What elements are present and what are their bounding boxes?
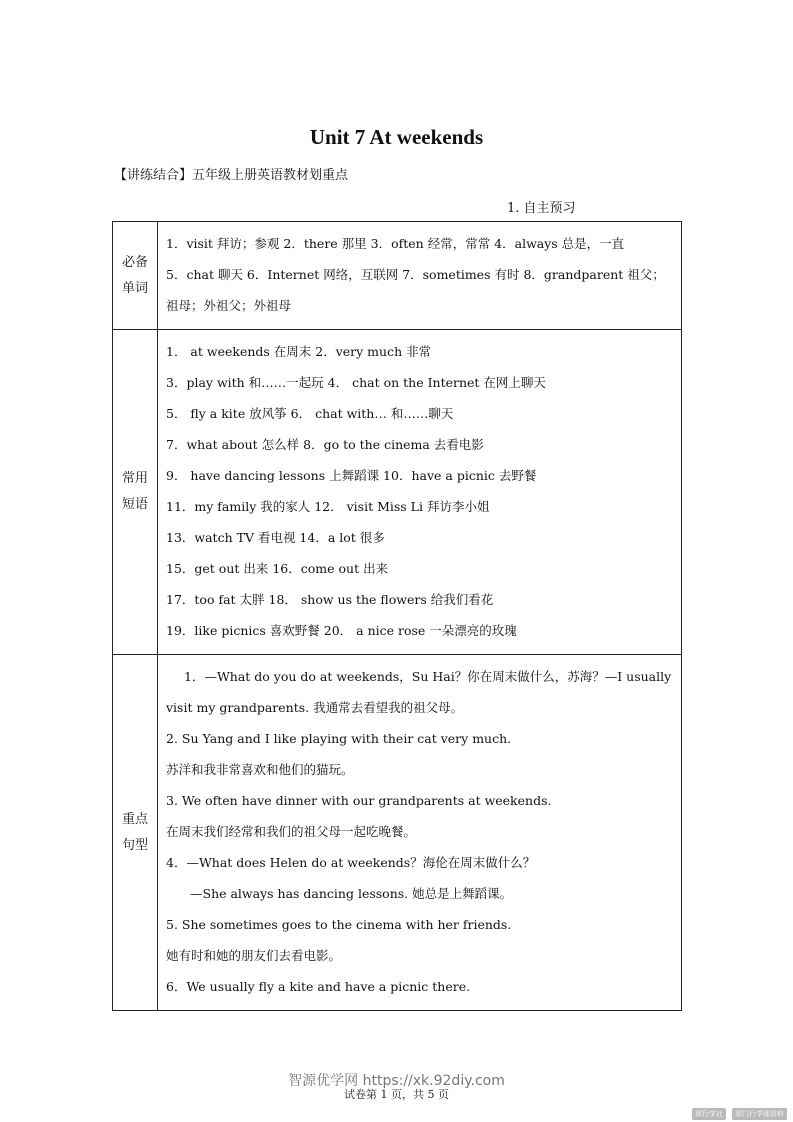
corner-logos [692,1108,787,1120]
table-row-phrases [113,330,682,655]
list-item: 1． at weekends 在周末 2．very much 非常 [166,344,432,359]
list-item: 她有时和她的朋友们去看电影。 [166,948,342,963]
row-label-words [113,222,158,330]
list-item: 7．what about 怎么样 8．go to the cinema 去看电影 [166,437,484,452]
row-label-line: 重点 [121,811,148,827]
row-content-phrases [158,330,682,655]
list-item: 1．—What do you do at weekends，Su Hai？你在周末做什么，苏海？—I usually [184,669,672,684]
row-content-sentences [158,655,682,1011]
table-row-words [113,222,682,330]
list-item: —She always has dancing lessons. 她总是上舞蹈课。 [190,886,513,901]
document-subtitle: 【讲练结合】五年级上册英语教材划重点 [114,168,349,183]
list-item: 3. We often have dinner with our grandparents at weekends. [166,793,552,808]
list-item: 6．We usually fly a kite and have a picnic there. [166,979,471,994]
table-row-sentences [113,655,682,1011]
logo: 那门行学那资料 [732,1108,787,1120]
logo: 那行学社 [692,1108,726,1120]
watermark: 智源优学网 https://xk.92diy.com [288,1073,505,1089]
list-item: 13．watch TV 看电视 14．a lot 很多 [166,530,385,545]
row-label-line: 单词 [121,280,148,296]
list-item: 5. She sometimes goes to the cinema with her friends. [166,917,512,932]
list-item: 5．chat 聊天 6．Internet 网络，互联网 7．sometimes 有时 8．grandparent 祖父； [166,267,665,282]
row-content-words [158,222,682,330]
row-label-sentences [113,655,158,1011]
section-heading: 1. 自主预习 [507,201,576,216]
row-label-line: 句型 [121,837,148,853]
row-label-line: 必备 [121,254,148,270]
row-label-line: 常用 [121,471,148,486]
page-title: Unit 7 At weekends [309,125,484,149]
list-item: 17．too fat 太胖 18． show us the flowers 给我们看花 [166,592,494,607]
list-item: 5． fly a kite 放风筝 6． chat with… 和……聊天 [166,406,454,421]
list-item: 2. Su Yang and I like playing with their cat very much. [166,731,512,746]
list-item: 9． have dancing lessons 上舞蹈课 10．have a picnic 去野餐 [166,468,537,483]
page-footer: 试卷第 1 页，共 5 页 [344,1088,449,1101]
list-item: 3．play with 和……一起玩 4． chat on the Internet 在网上聊天 [166,375,546,390]
list-item: 4．—What does Helen do at weekends？海伦在周末做什么？ [166,855,536,870]
row-label-phrases [113,330,158,655]
list-item: 祖母；外祖父；外祖母 [166,298,292,313]
list-item: visit my grandparents. 我通常去看望我的祖父母。 [166,700,464,715]
list-item: 15．get out 出来 16．come out 出来 [166,561,389,576]
list-item: 19．like picnics 喜欢野餐 20． a nice rose 一朵漂亮的玫瑰 [166,623,517,638]
list-item: 11．my family 我的家人 12． visit Miss Li 拜访李小姐 [166,499,490,514]
list-item: 在周末我们经常和我们的祖父母一起吃晚餐。 [166,824,417,839]
vocabulary-table [112,221,682,1011]
list-item: 苏洋和我非常喜欢和他们的猫玩。 [166,762,354,777]
list-item: 1．visit 拜访；参观 2．there 那里 3．often 经常，常常 4．always 总是，一直 [166,236,625,251]
row-label-line: 短语 [121,497,148,512]
